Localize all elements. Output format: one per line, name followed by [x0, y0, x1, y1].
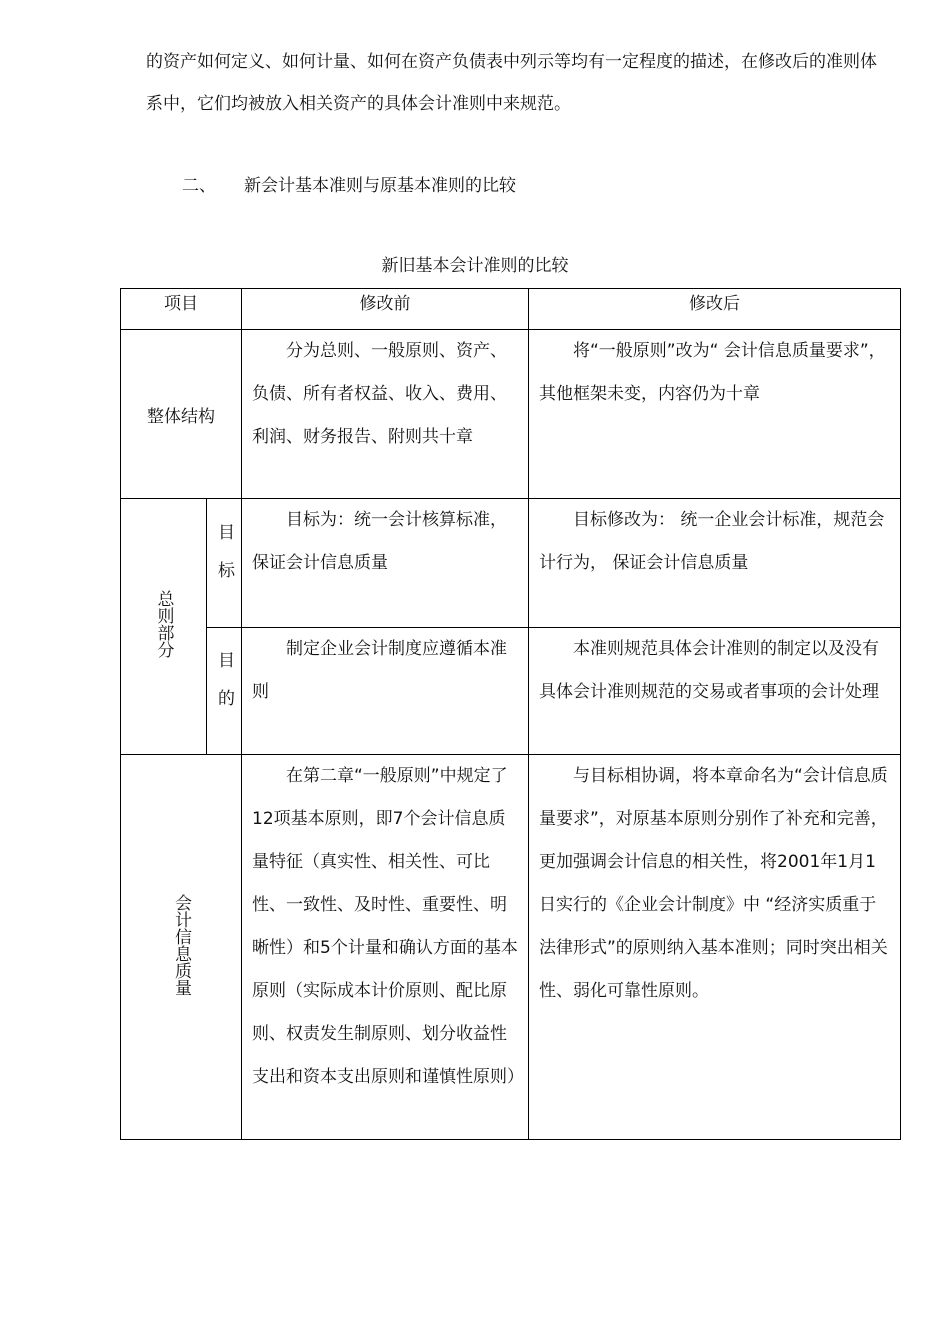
- cell-after: [529, 755, 901, 1140]
- cell-before: [242, 499, 529, 628]
- after-text: 目标修改为： 统一企业会计标准，规范会计行为， 保证会计信息质量: [539, 510, 885, 573]
- section-heading: [182, 172, 516, 200]
- cell-before: [242, 330, 529, 499]
- header-item: 项目: [121, 289, 242, 330]
- after-text: 本准则规范具体会计准则的制定以及没有具体会计准则规范的交易或者事项的会计处理: [539, 639, 879, 702]
- cell-before: [242, 628, 529, 755]
- before-text: 制定企业会计制度应遵循本准则: [252, 639, 507, 702]
- after-text: 将“一般原则”改为“ 会计信息质量要求”，其他框架未变，内容仍为十章: [539, 341, 886, 404]
- cell-after: [529, 499, 901, 628]
- sub-label-objective: [207, 499, 242, 628]
- row-label-quality: [121, 755, 242, 1140]
- cell-before: [242, 755, 529, 1140]
- before-text: 在第二章“一般原则”中规定了12项基本原则，即7个会计信息质量特征（真实性、相关性、可比性、一致性、及时性、重要性、明晰性）和5个计量和确认方面的基本原则（实际成本计价原则、配比原则、权责发生制原则、划分收益性支出和资本支出原则和谨慎性原则）: [252, 766, 524, 1087]
- section-number: 二、: [182, 176, 216, 196]
- row-label-text: 会计信息质量: [171, 893, 191, 996]
- cell-after: [529, 330, 901, 499]
- table-row: [121, 755, 901, 1140]
- table-row: [121, 499, 901, 628]
- table-row: [121, 330, 901, 499]
- table-header-row: [121, 289, 901, 330]
- sub-label-text: 目的: [214, 650, 234, 727]
- table-caption: 新旧基本会计准则的比较: [381, 256, 569, 276]
- after-text: 与目标相协调，将本章命名为“会计信息质量要求”，对原基本原则分别作了补充和完善，更加强调会计信息的相关性，将2001年1月1日实行的《企业会计制度》中 “经济实质重于法律形式”的原则纳入基本准则；同时突出相关性、弱化可靠性原则。: [539, 766, 888, 1001]
- sub-label-text: 目标: [214, 522, 234, 599]
- intro-paragraph: 的资产如何定义、如何计量、如何在资产负债表中列示等均有一定程度的描述，在修改后的准则体系中，它们均被放入相关资产的具体会计准则中来规范。: [146, 52, 877, 114]
- comparison-table: [120, 288, 901, 1140]
- table-row: [121, 628, 901, 755]
- before-text: 分为总则、一般原则、资产、负债、所有者权益、收入、费用、利润、财务报告、附则共十章: [252, 341, 507, 447]
- header-before: 修改前: [242, 289, 529, 330]
- group-label-text: 总则部分: [153, 590, 174, 658]
- header-after: 修改后: [529, 289, 901, 330]
- before-text: 目标为：统一会计核算标准，保证会计信息质量: [252, 510, 507, 573]
- cell-after: [529, 628, 901, 755]
- section-title: 新会计基本准则与原基本准则的比较: [244, 176, 516, 196]
- sub-label-purpose: [207, 628, 242, 755]
- group-label-general: [121, 499, 207, 755]
- row-label-structure: 整体结构: [121, 330, 242, 499]
